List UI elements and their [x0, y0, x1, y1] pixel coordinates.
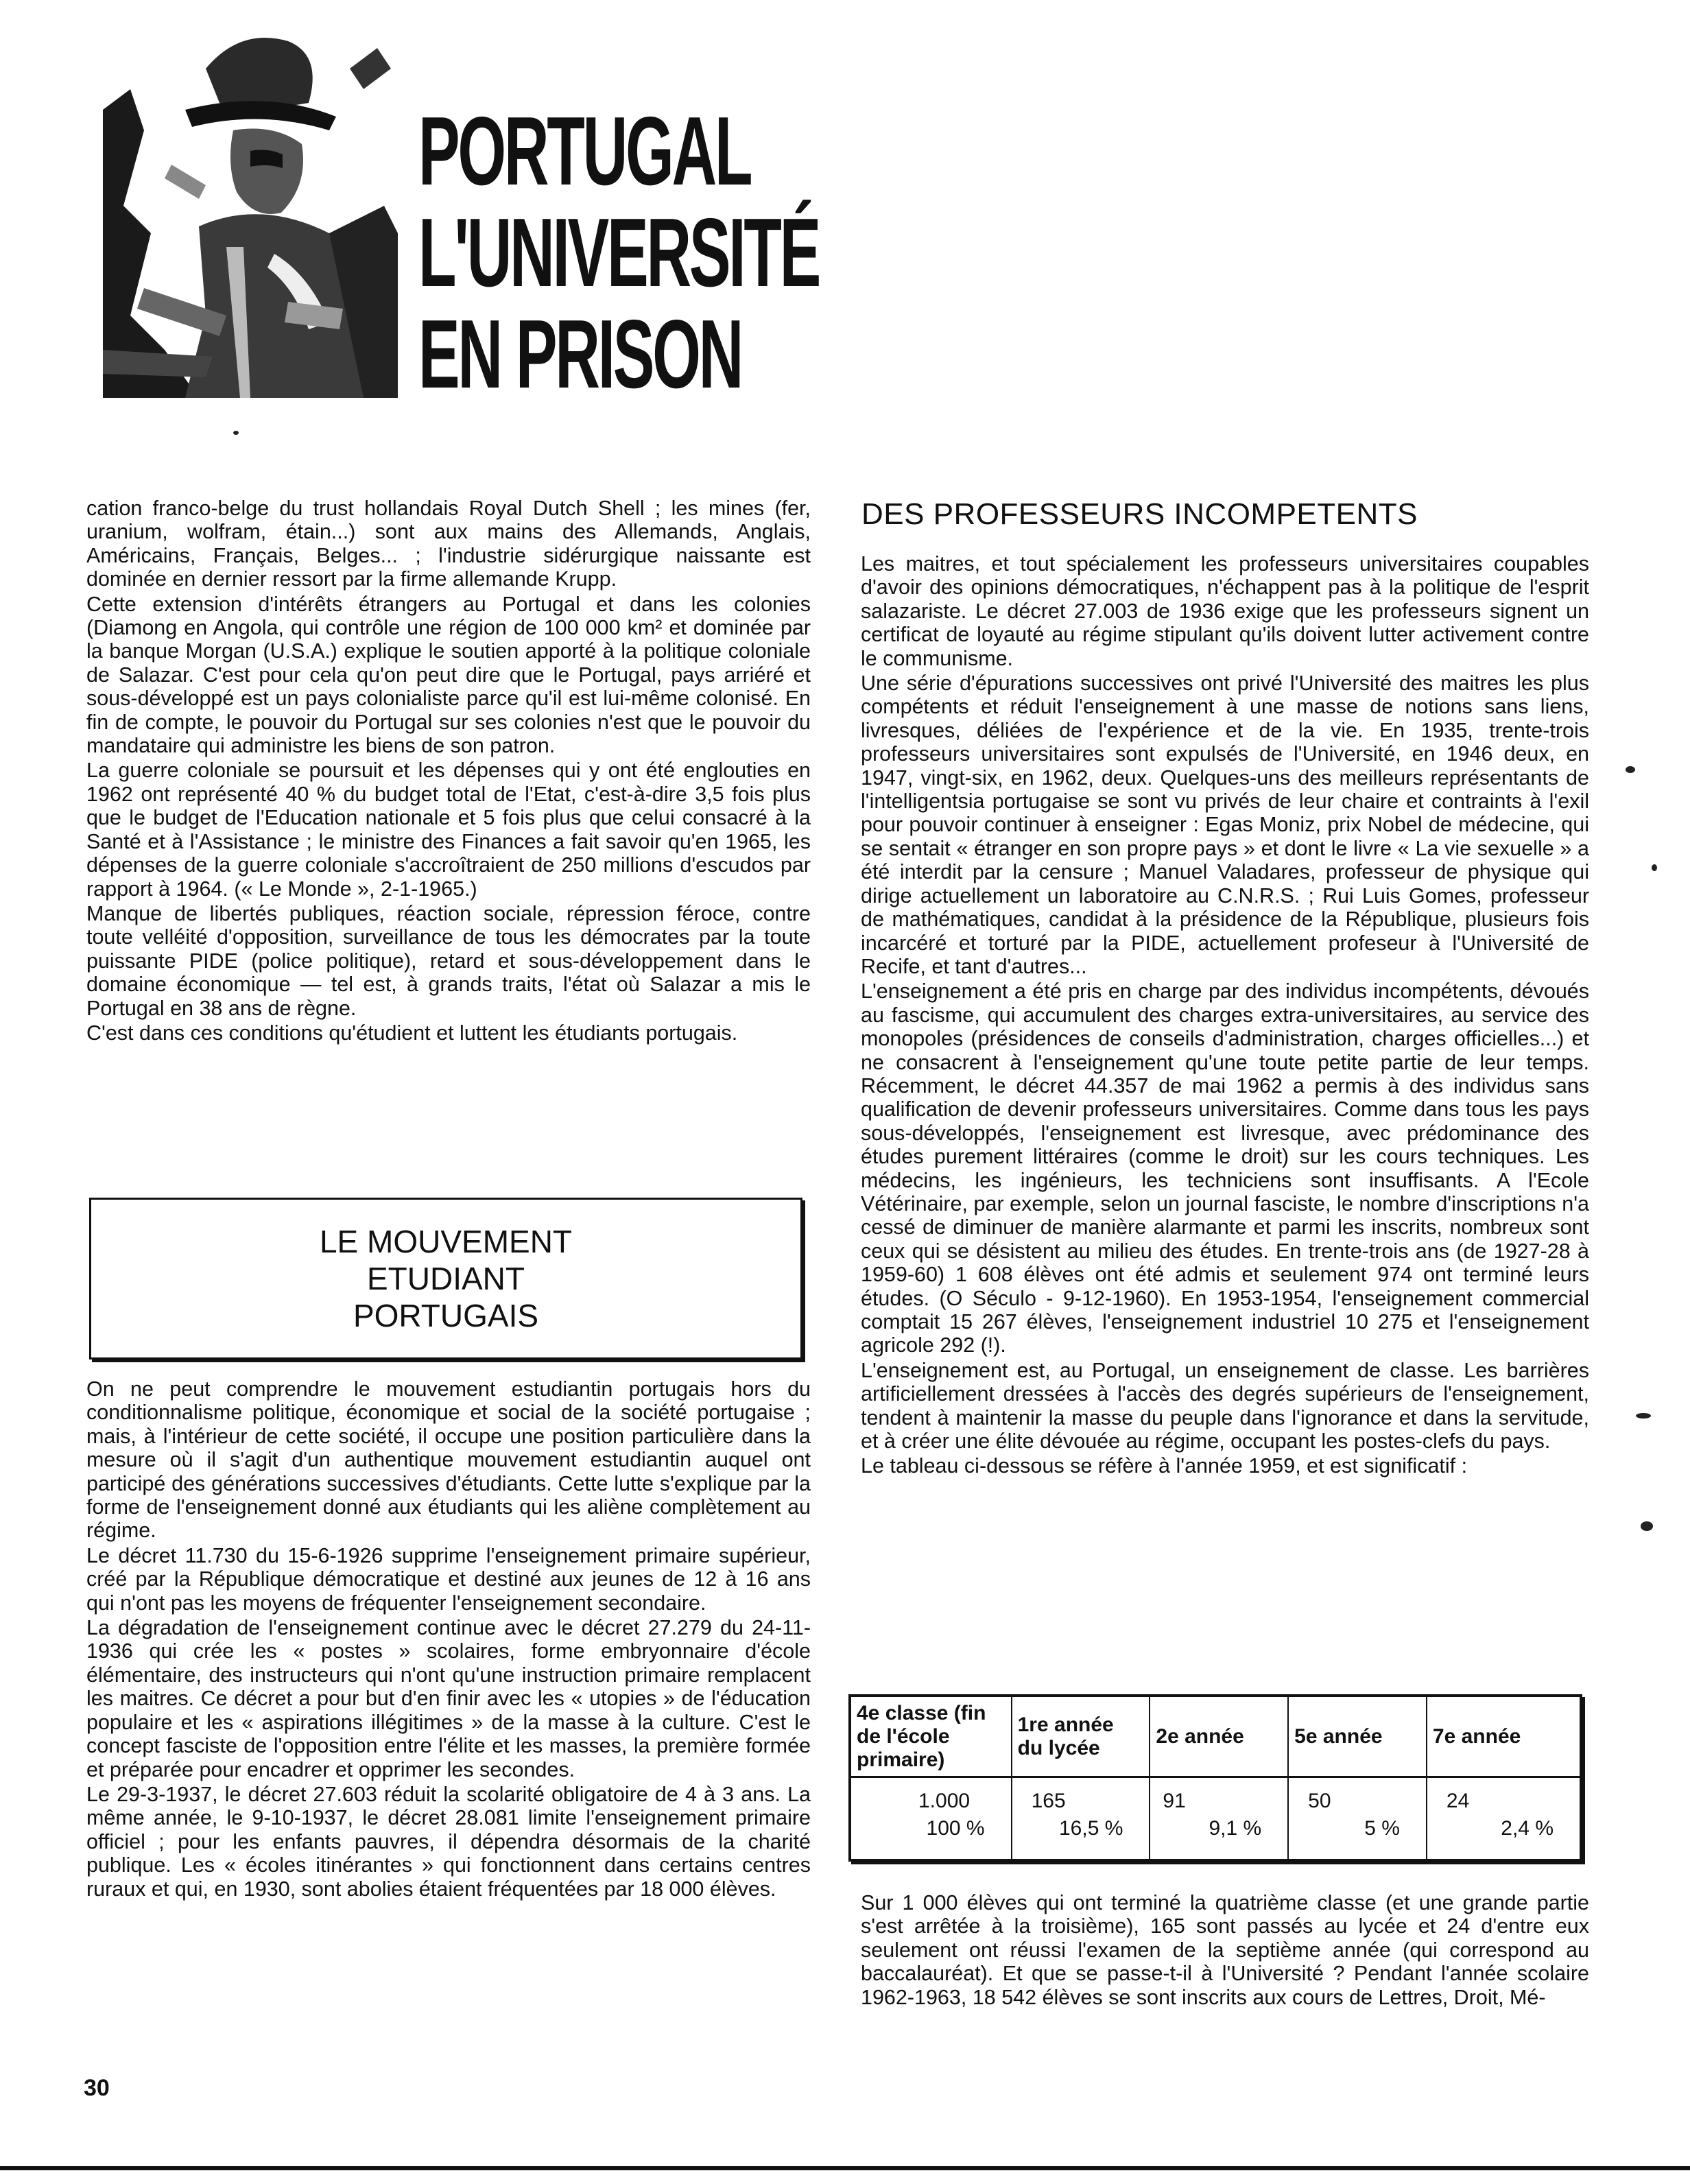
box-heading-text: LE MOUVEMENT ETUDIANT PORTUGAIS	[319, 1224, 573, 1333]
scan-speck	[1626, 766, 1635, 773]
table	[851, 1697, 1580, 1859]
section-heading: DES PROFESSEURS INCOMPETENTS	[861, 497, 1418, 531]
title-line: EN PRISON	[418, 300, 742, 409]
table-cell	[1427, 1777, 1580, 1860]
table-cell	[1150, 1777, 1288, 1860]
paragraph: Le décret 11.730 du 15-6-1926 supprime l'enseignement primaire supérieur, créé par la République démocratique et destiné aux jeunes de 12 à 16 ans qui n'ont pas les moyens de fréquenter l'enseignement secondaire.	[86, 1543, 811, 1615]
paragraph: La guerre coloniale se poursuit et les dépenses qui y ont été englouties en 1962 ont représenté 40 % du budget total de l'Etat, c'est-à-dire 3,5 fois plus que le budget de l'Education nationale et 5 fois plus que celui consacré à la Santé et à l'Assistance ; le ministre des Finances a fait savoir qu'en 1965, les dépenses de la guerre coloniale s'accroîtraient de 250 millions d'escudos par rapport à 1964. (« Le Monde », 2-1-1965.)	[86, 759, 811, 901]
cell-percent: 2,4 %	[1501, 1817, 1554, 1840]
cell-count: 24	[1446, 1790, 1470, 1812]
scan-speck	[1641, 1521, 1653, 1531]
cell-count: 91	[1163, 1790, 1186, 1812]
left-column	[86, 497, 811, 1046]
paragraph: Une série d'épurations successives ont privé l'Université des maitres les plus compétents et réduit l'enseignement à une masse de notions sans liens, livresques, déliées de l'expérience et de la vie. En 1935, trente-trois professeurs universitaires sont expulsés de l'Université, en 1946 deux, en 1947, vingt-six, en 1962, deux. Quelques-uns des meilleurs représentants de l'intelligentsia portugaise se sont vu privés de leur chaire et contraints à l'exil pour pouvoir continuer à enseigner : Egas Moniz, prix Nobel de médecine, qui se sentait « étranger en son propre pays » et dont le livre « La vie sexuelle » a été interdit par la censure ; Manuel Valadares, professeur de physique qui dirige actuellement un laboratoire au C.N.R.S. ; Rui Luis Gomes, professeur de mathématiques, candidat à la présidence de la République, plusieurs fois incarcéré et torturé par la PIDE, actuellement profeseur à l'Université de Recife, et tant d'autres...	[861, 672, 1589, 978]
cell-count: 1.000	[918, 1790, 971, 1812]
table-header: 7e année	[1427, 1697, 1580, 1777]
article-title	[418, 97, 1045, 409]
paragraph: C'est dans ces conditions qu'étudient et luttent les étudiants portugais.	[86, 1021, 738, 1045]
paragraph: On ne peut comprendre le mouvement estudiantin portugais hors du conditionnalisme politique, économique et social de la société portugaise ; mais, à l'intérieur de cette société, il occupe une position particulière dans la mesure où il s'agit d'un authentique mouvement estudiantin auquel ont participé des générations successives d'étudiants. Cette lutte s'explique par la forme de l'enseignement donné aux étudiants qui les aliène complètement au régime.	[86, 1377, 811, 1543]
table-cell	[851, 1777, 1012, 1860]
cell-percent: 9,1 %	[1209, 1817, 1262, 1840]
left-column-lower	[86, 1377, 811, 1902]
statistics-table	[848, 1694, 1582, 1862]
table-header: 1re année du lycée	[1012, 1697, 1150, 1777]
cell-percent: 5 %	[1364, 1817, 1400, 1840]
cell-percent: 16,5 %	[1058, 1817, 1123, 1840]
paragraph: Les maitres, et tout spécialement les professeurs universitaires coupables d'avoir des opinions démocratiques, n'échappent pas à la politique de l'esprit salazariste. Le décret 27.003 de 1936 exige que les professeurs signent un certificat de loyauté au régime stipulant qu'ils doivent lutter activement contre le communisme.	[861, 552, 1589, 670]
paragraph: Le tableau ci-dessous se réfère à l'année 1959, et est significatif :	[861, 1454, 1468, 1478]
footer-rule	[0, 2166, 1690, 2170]
title-line: L'UNIVERSITÉ	[418, 198, 820, 307]
title-line: PORTUGAL	[418, 97, 751, 206]
table-cell	[1012, 1777, 1150, 1860]
paragraph: cation franco-belge du trust hollandais Royal Dutch Shell ; les mines (fer, uranium, wolfram, étain...) sont aux mains des Allemands, Anglais, Américains, Français, Belges... ; l'industrie sidérurgique naissante est dominée en dernier ressort par la firme allemande Krupp.	[86, 497, 811, 591]
table-header: 5e année	[1288, 1697, 1427, 1777]
paragraph: L'enseignement est, au Portugal, un enseignement de classe. Les barrières artificiellement dressées à l'accès des degrés supérieurs de l'enseignement, tendent à maintenir la masse du peuple dans l'ignorance et dans la servitude, et à créer une élite dévouée au régime, occupant les postes-clefs du pays.	[861, 1358, 1589, 1453]
table-cell	[1288, 1777, 1427, 1860]
table-header-row	[851, 1697, 1580, 1777]
soldier-photo	[103, 27, 398, 398]
table-header: 4e classe (fin de l'école primaire)	[851, 1697, 1012, 1777]
paragraph: Le 29-3-1937, le décret 27.603 réduit la scolarité obligatoire de 4 à 3 ans. La même année, le 9-10-1937, le décret 28.081 limite l'enseignement primaire officiel ; pour les enfants pauvres, il dépendra désormais de la charité publique. Les « écoles itinérantes » qui fonctionnent dans certains centres ruraux et qui, en 1930, sont abolies étaient fréquentées par 18 000 élèves.	[86, 1782, 811, 1901]
right-column	[861, 552, 1589, 1480]
scan-speck	[233, 431, 239, 435]
table-header: 2e année	[1150, 1697, 1288, 1777]
scan-speck	[1636, 1413, 1651, 1419]
scan-speck	[1652, 864, 1657, 871]
soldier-photo-icon	[103, 27, 398, 398]
paragraph: Manque de libertés publiques, réaction sociale, répression féroce, contre toute velléité d'opposition, surveillance de tous les démocrates par la toute puissante PIDE (police politique), retard et sous-développement dans le domaine économique — tel est, à grands traits, l'état où Salazar a mis le Portugal en 38 ans de règne.	[86, 901, 811, 1020]
paragraph: L'enseignement a été pris en charge par des individus incompétents, dévoués au fascisme, qui accumulent des charges extra-universitaires, au service des monopoles (présidences de conseils d'administration, charges officielles...) et ne consacrent à l'enseignement qu'une toute petite partie de leur temps. Récemment, le décret 44.357 de mai 1962 a permis à des individus sans qualification de devenir professeurs universitaires. Comme dans tous les pays sous-développés, l'enseignement est livresque, avec prédominance des études purement littéraires (comme le droit) sur les cours techniques. Les médecins, les ingénieurs, les techniciens sont insuffisants. A l'Ecole Vétérinaire, par exemple, selon un journal fasciste, le nombre d'inscriptions n'a cessé de diminuer de manière alarmante et parmi les inscrits, nombreux sont ceux qui se désistent au milieu des études. En trente-trois ans (de 1927-28 à 1959-60) 1 608 élèves ont été admis et seulement 974 ont terminé leurs études. (O Século - 9-12-1960). En 1953-1954, l'enseignement commercial comptait 15 267 élèves, l'enseignement industriel 10 275 et l'enseignement agricole 292 (!).	[861, 980, 1589, 1357]
paragraph: Sur 1 000 élèves qui ont terminé la quatrième classe (et une grande partie s'est arrêtée à la troisième), 165 sont passés au lycée et 24 d'entre eux seulement ont réussi l'examen de la septième année (qui correspond au baccalauréat). Et que se passe-t-il à l'Université ? Pendant l'année scolaire 1962-1963, 18 542 élèves se sont inscrits aux cours de Lettres, Droit, Mé-	[861, 1891, 1589, 2009]
section-box-heading	[89, 1198, 802, 1360]
cell-count: 165	[1031, 1790, 1066, 1812]
cell-count: 50	[1308, 1790, 1331, 1812]
paragraph: Cette extension d'intérêts étrangers au Portugal et dans les colonies (Diamong en Angola, qui contrôle une région de 100 000 km² et dominée par la banque Morgan (U.S.A.) explique le soutien apporté à la politique coloniale de Salazar. C'est pour cela qu'on peut dire que le Portugal, pays arriéré et sous-développé est un pays colonialiste parce qu'il est lui-même colonisé. En fin de compte, le pouvoir du Portugal sur ses colonies n'est que le pouvoir du mandataire qui administre les biens de son patron.	[86, 592, 811, 758]
right-column-lower	[861, 1891, 1589, 2010]
page-number: 30	[84, 2075, 110, 2101]
paragraph: La dégradation de l'enseignement continue avec le décret 27.279 du 24-11-1936 qui crée les « postes » scolaires, forme embryonnaire d'école élémentaire, des instructeurs qui n'ont qu'une instruction primaire remplacent les maitres. Ce décret a pour but d'en finir avec les « utopies » de l'éducation populaire et les « aspirations illégitimes » de la masse à la culture. C'est le concept fasciste de l'opposition entre l'élite et les masses, la première formée et préparée pour encadrer et opprimer les secondes.	[86, 1616, 811, 1781]
cell-percent: 100 %	[926, 1817, 985, 1840]
table-row	[851, 1777, 1580, 1860]
